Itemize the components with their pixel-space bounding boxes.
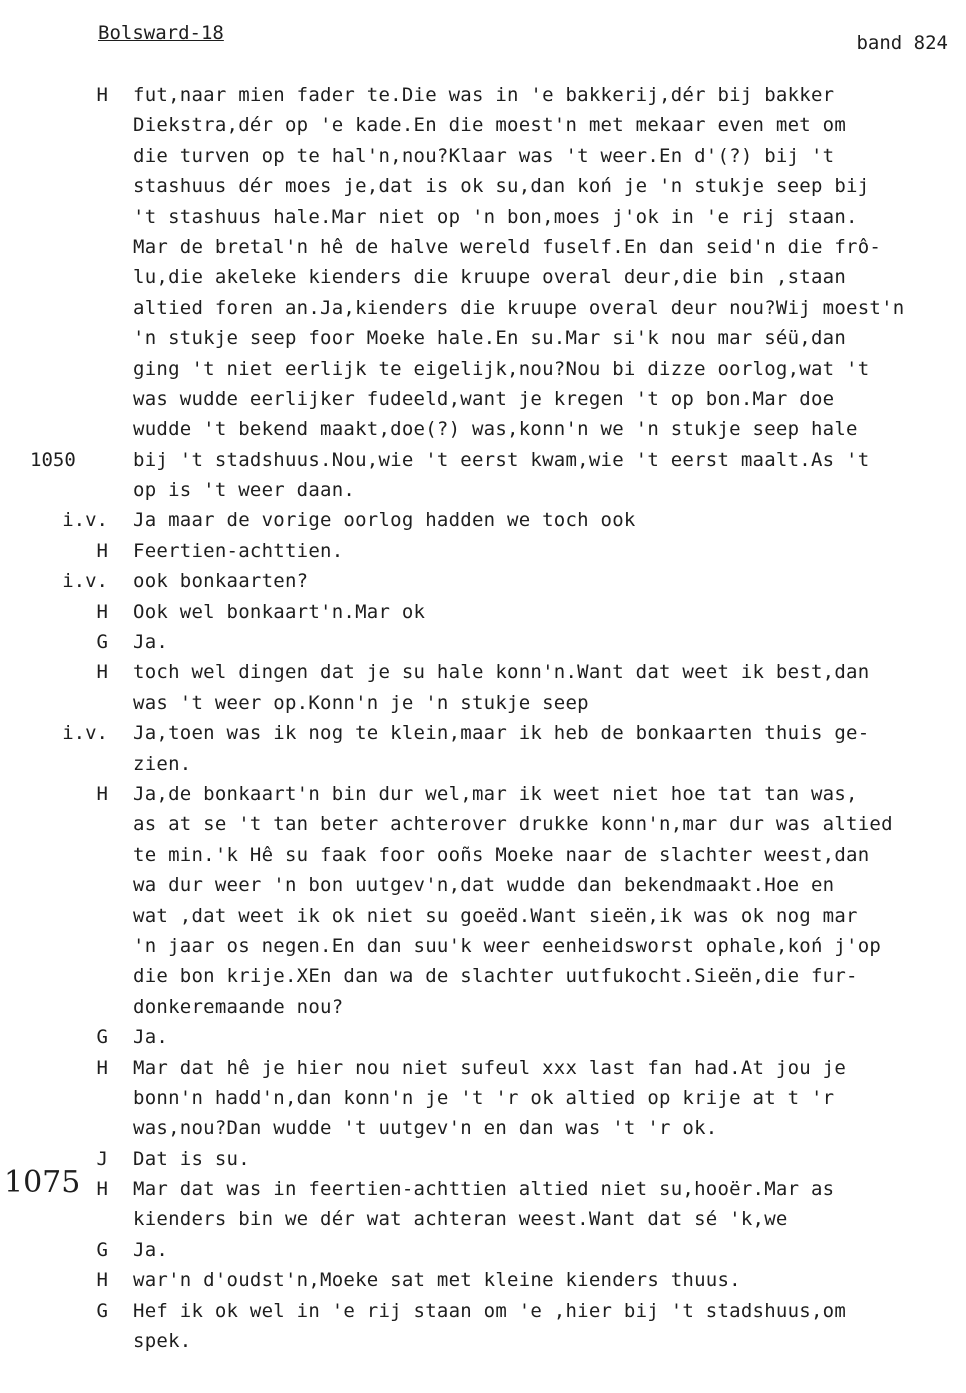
speaker-label: G: [96, 631, 108, 654]
speaker-label: i.v.: [62, 722, 108, 745]
transcript-line: [0, 1204, 966, 1234]
transcript-line: [0, 1022, 966, 1052]
transcript-line: [0, 80, 966, 110]
document-header-right: band 824: [856, 32, 948, 54]
line-text: ook bonkaarten?: [133, 570, 309, 593]
transcript-line: [0, 202, 966, 232]
speaker-label: H: [96, 1056, 108, 1079]
transcript-line: [0, 475, 966, 505]
speaker-label: H: [96, 84, 108, 106]
transcript-line: [0, 1265, 966, 1295]
transcript-line: [0, 1235, 966, 1265]
transcript-line: [0, 536, 966, 566]
transcript-line: [0, 749, 966, 779]
transcript-line: [0, 293, 966, 323]
transcript-line: [0, 1165, 966, 1204]
line-text: donkeremaande nou?: [133, 995, 344, 1018]
line-text: wudde 't bekend maakt,doe(?) was,konn'n we 'n stukje seep hale: [133, 418, 858, 441]
line-text: Ja maar de vorige oorlog hadden we toch ook: [133, 509, 636, 532]
line-text: Hef ik ok wel in 'e rij staan om 'e ,hier bij 't stadshuus,om: [133, 1299, 847, 1322]
line-text: was 't weer op.Konn'n je 'n stukje seep: [133, 691, 589, 714]
margin-number-1050: 1050: [30, 448, 76, 471]
document-header-left: Bolsward-18: [98, 22, 224, 44]
line-text: was,nou?Dan wudde 't uutgev'n en dan was 't 'r ok.: [133, 1117, 718, 1140]
line-text: Ja,de bonkaart'n bin dur wel,mar ik weet niet hoe tat tan was,: [133, 782, 858, 805]
line-text: Feertien-achttien.: [133, 539, 344, 562]
line-text: kienders bin we dér wat achteran weest.Want dat sé 'k,we: [133, 1208, 788, 1231]
transcript-line: [0, 323, 966, 353]
transcript-line: [0, 1053, 966, 1083]
line-text: toch wel dingen dat je su hale konn'n.Want dat weet ik best,dan: [133, 661, 870, 684]
line-text: 'n jaar os negen.En dan suu'k weer eenheidsworst ophale,koń j'op: [133, 934, 882, 957]
line-text: die turven op te hal'n,nou?Klaar was 't weer.En d'(?) bij 't: [133, 144, 835, 167]
transcript-line: [0, 779, 966, 809]
transcript-line: [0, 384, 966, 414]
transcript-line: [0, 1144, 966, 1174]
line-text: Dat is su.: [133, 1147, 250, 1170]
speaker-label: i.v.: [62, 570, 108, 593]
line-text: lu,die akeleke kienders die kruupe overal deur,die bin ,staan: [133, 266, 847, 289]
speaker-label: H: [96, 782, 108, 805]
transcript-line: [0, 1326, 966, 1356]
transcript-line: [0, 505, 966, 535]
line-text: Mar de bretal'n hê de halve wereld fuself.En dan seid'n die frô-: [133, 235, 882, 258]
margin-number-1075: 1075: [4, 1165, 81, 1201]
line-text: as at se 't tan beter achterover drukke konn'n,mar dur was altied: [133, 813, 893, 836]
line-text: altied foren an.Ja,kienders die kruupe overal deur nou?Wij moest'n: [133, 296, 905, 319]
transcript-line: [0, 931, 966, 961]
transcript-line: [0, 354, 966, 384]
transcript-line: [0, 961, 966, 991]
transcript-line: [0, 1083, 966, 1113]
transcript-line: [0, 232, 966, 262]
transcript-line: [0, 262, 966, 292]
line-text: war'n d'oudst'n,Moeke sat met kleine kienders thuus.: [133, 1269, 741, 1292]
line-text: Diekstra,dér op 'e kade.En die moest'n met mekaar even met om: [133, 114, 847, 137]
speaker-label: G: [96, 1299, 108, 1322]
line-text: op is 't weer daan.: [133, 479, 356, 502]
speaker-label: H: [96, 1178, 108, 1201]
line-text: wat ,dat weet ik ok niet su goeëd.Want sieën,ik was ok nog mar: [133, 904, 858, 927]
speaker-label: G: [96, 1026, 108, 1049]
speaker-label: i.v.: [62, 509, 108, 532]
line-text: Ja.: [133, 1026, 169, 1049]
transcript-line: [0, 657, 966, 687]
line-text: te min.'k Hê su faak foor ooñs Moeke naar de slachter weest,dan: [133, 843, 870, 866]
line-text: was wudde eerlijker fudeeld,want je kregen 't op bon.Mar doe: [133, 387, 835, 410]
speaker-label: G: [96, 1238, 108, 1261]
speaker-label: H: [96, 600, 108, 623]
line-text: ging 't niet eerlijk te eigelijk,nou?Nou bi dizze oorlog,wat 't: [133, 357, 870, 380]
line-text: die bon krije.XEn dan wa de slachter uutfukocht.Sieën,die fur-: [133, 965, 858, 988]
line-text: Ja.: [133, 631, 169, 654]
transcript-line: [0, 688, 966, 718]
line-text: Mar dat hê je hier nou niet sufeul xxx last fan had.At jou je: [133, 1056, 847, 1079]
transcript-line: [0, 1296, 966, 1326]
line-text: stashuus dér moes je,dat is ok su,dan koń je 'n stukje seep bij: [133, 175, 870, 198]
line-text: wa dur weer 'n bon uutgev'n,dat wudde dan bekendmaakt.Hoe en: [133, 874, 835, 897]
transcript-line: [0, 992, 966, 1022]
transcript-line: [0, 809, 966, 839]
transcript-body: [0, 80, 966, 1356]
transcript-line: [0, 1113, 966, 1143]
speaker-label: H: [96, 661, 108, 684]
transcript-line: [0, 718, 966, 748]
transcript-line: [0, 840, 966, 870]
line-text: spek.: [133, 1330, 192, 1353]
line-text: Ja.: [133, 1238, 169, 1261]
line-text: Mar dat was in feertien-achttien altied niet su,hooër.Mar as: [133, 1178, 835, 1201]
speaker-label: J: [96, 1147, 108, 1170]
line-text: fut,naar mien fader te.Die was in 'e bakkerij,dér bij bakker: [133, 84, 835, 106]
line-text: bonn'n hadd'n,dan konn'n je 't 'r ok altied op krije at t 'r: [133, 1086, 835, 1109]
line-text: Ook wel bonkaart'n.Mar ok: [133, 600, 426, 623]
transcript-line: [0, 171, 966, 201]
line-text: zien.: [133, 752, 192, 775]
transcript-line: [0, 141, 966, 171]
transcript-line: [0, 414, 966, 444]
speaker-label: H: [96, 1269, 108, 1292]
transcript-line: [0, 110, 966, 140]
line-text: Ja,toen was ik nog te klein,maar ik heb de bonkaarten thuis ge-: [133, 722, 870, 745]
line-text: 'n stukje seep foor Moeke hale.En su.Mar si'k nou mar séü,dan: [133, 327, 847, 350]
transcript-line: [0, 597, 966, 627]
transcript-line: [0, 870, 966, 900]
transcript-line: [0, 566, 966, 596]
speaker-label: H: [96, 539, 108, 562]
line-text: bij 't stadshuus.Nou,wie 't eerst kwam,wie 't eerst maalt.As 't: [133, 448, 870, 471]
line-text: 't stashuus hale.Mar niet op 'n bon,moes j'ok in 'e rij staan.: [133, 205, 858, 228]
transcript-line: [0, 901, 966, 931]
transcript-line: [0, 627, 966, 657]
transcript-line: [0, 445, 966, 475]
